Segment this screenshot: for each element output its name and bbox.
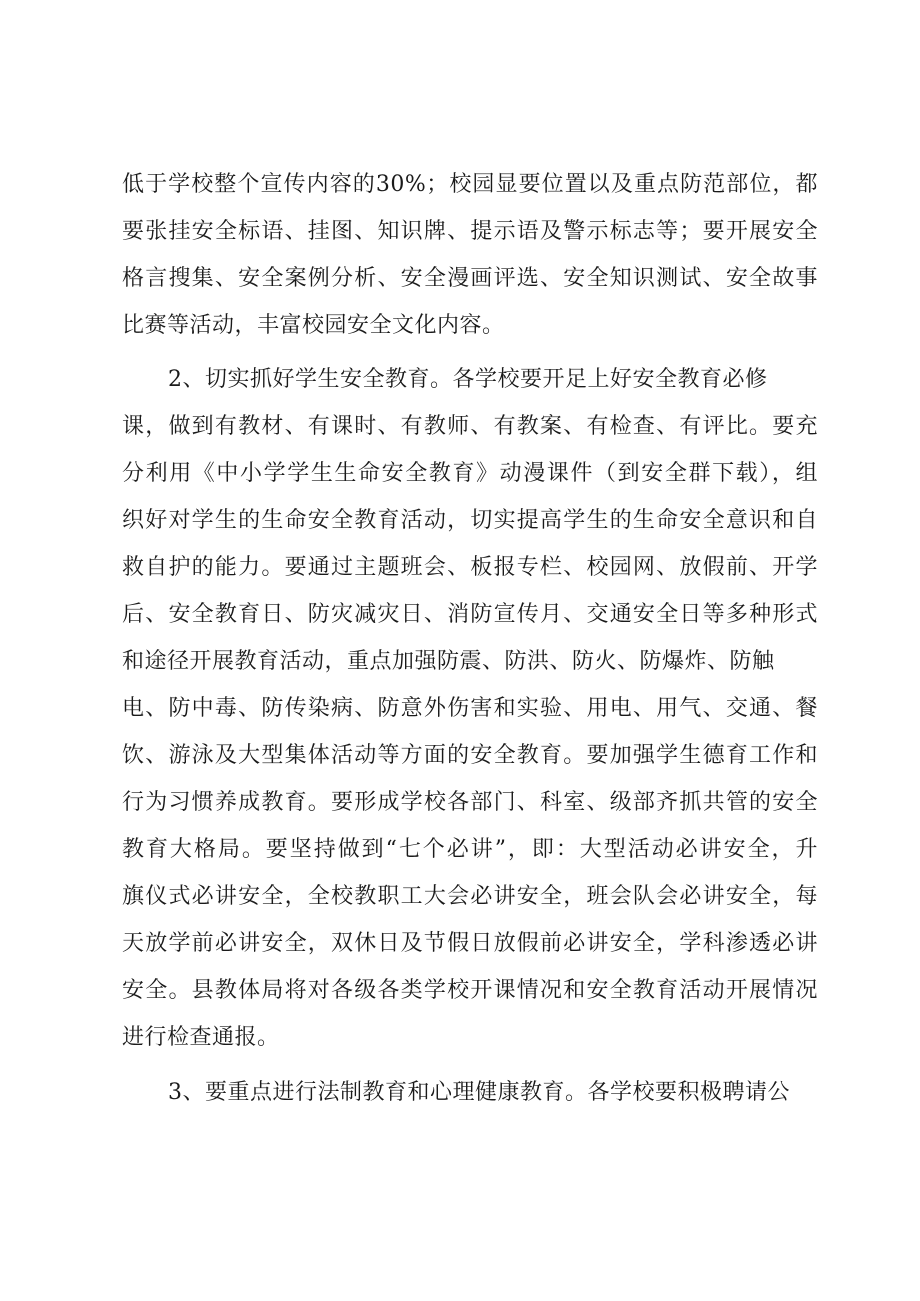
paragraph-line: 课，做到有教材、有课时、有教师、有教案、有检查、有评比。要充	[122, 414, 818, 439]
paragraph-line: 3、要重点进行法制教育和心理健康教育。各学校要积极聘请公	[168, 1080, 790, 1105]
paragraph-line: 格言搜集、安全案例分析、安全漫画评选、安全知识测试、安全故事	[122, 266, 818, 291]
paragraph-line: 2、切实抓好学生安全教育。各学校要开足上好安全教育必修	[168, 367, 768, 392]
paragraph-line: 和途径开展教育活动，重点加强防震、防洪、防火、防爆炸、防触	[122, 649, 775, 674]
paragraph-line: 饮、游泳及大型集体活动等方面的安全教育。要加强学生德育工作和	[122, 743, 818, 768]
paragraph-line: 救自护的能力。要通过主题班会、板报专栏、校园网、放假前、开学	[122, 555, 818, 580]
paragraph-line: 分利用《中小学学生生命安全教育》动漫课件（到安全群下载），组	[122, 461, 818, 486]
paragraph-line: 织好对学生的生命安全教育活动，切实提高学生的生命安全意识和自	[122, 508, 818, 533]
paragraph-line: 比赛等活动，丰富校园安全文化内容。	[122, 313, 505, 338]
paragraph-line: 电、防中毒、防传染病、防意外伤害和实验、用电、用气、交通、餐	[122, 696, 818, 721]
paragraph-line: 天放学前必讲安全，双休日及节假日放假前必讲安全，学科渗透必讲	[122, 931, 818, 956]
paragraph-line: 安全。县教体局将对各级各类学校开课情况和安全教育活动开展情况	[122, 978, 818, 1003]
paragraph-line: 旗仪式必讲安全，全校教职工大会必讲安全，班会队会必讲安全，每	[122, 884, 818, 909]
paragraph-line: 行为习惯养成教育。要形成学校各部门、科室、级部齐抓共管的安全	[122, 790, 818, 815]
paragraph-line: 低于学校整个宣传内容的30%；校园显要位置以及重点防范部位，都	[122, 172, 818, 197]
paragraph-line: 要张挂安全标语、挂图、知识牌、提示语及警示标志等；要开展安全	[122, 219, 818, 244]
paragraph-line: 进行检查通报。	[122, 1025, 280, 1050]
paragraph-line: 教育大格局。要坚持做到“七个必讲”，即：大型活动必讲安全，升	[122, 837, 818, 862]
paragraph-line: 后、安全教育日、防灾减灾日、消防宣传月、交通安全日等多种形式	[122, 602, 818, 627]
